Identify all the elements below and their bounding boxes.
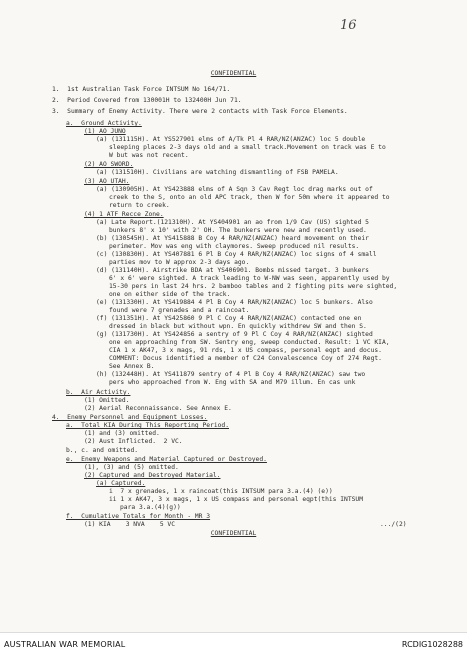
doc-line: 6' x 6' were sighted. A track leading to W-NW was seen, apparently used by xyxy=(109,275,390,282)
doc-line: 4. Enemy Personnel and Equipment Losses. xyxy=(52,414,208,421)
continuation-marker: .../(2) xyxy=(380,521,407,528)
doc-line: ii 1 x AK47, 3 x mags, 1 x US compass and personal eqpt(this INTSUM xyxy=(109,496,364,503)
doc-line: (a) (131510H). Civilians are watching dismantling of FSB PAMELA. xyxy=(96,169,339,176)
doc-line: perimeter. Mov was eng with claymores. Sweep produced nil results. xyxy=(109,243,360,250)
archive-name: AUSTRALIAN WAR MEMORIAL xyxy=(4,640,126,649)
doc-line: pers who approached from W. Eng with SA and M79 illum. En cas unk xyxy=(109,379,356,386)
doc-line: f. Cumulative Totals for Month - MR 3 xyxy=(66,513,211,520)
doc-line: dressed in black but without wpn. En quickly withdrew SW and then S. xyxy=(109,323,367,330)
doc-line: (2) AO SWORD. xyxy=(84,161,134,168)
doc-line: 15-30 pers in last 24 hrs. 2 bamboo tables and 2 fighting pits were sighted, xyxy=(109,283,398,290)
doc-line: return to creek. xyxy=(109,202,170,209)
doc-line: (1) AO JUNO xyxy=(84,128,126,135)
doc-line: (b) (130545H). At YS415888 B Coy 4 RAR/NZ(ANZAC) heard movement on their xyxy=(96,235,369,242)
doc-line: 2. Period Covered from 130001H to 132400H Jun 71. xyxy=(52,97,242,104)
doc-line: (d) (131140H). Airstrike BDA at YS406901. Bombs missed target. 3 bunkers xyxy=(96,267,369,274)
doc-line: CIA 1 x AK47, 3 x mags, 91 rds, 1 x US compass, personal eqpt and docus. xyxy=(109,347,382,354)
doc-line: (1) KIA 3 NVA 5 VC xyxy=(84,521,175,528)
archive-footer-bar xyxy=(0,632,467,655)
doc-line: i 7 x grenades, 1 x raincoat(this INTSUM para 3.a.(4) (e)) xyxy=(109,488,333,495)
doc-line: para 3.a.(4)(g)) xyxy=(120,504,181,511)
doc-line: one on either side of the track. xyxy=(109,291,231,298)
doc-line: (4) 1 ATF Recce Zone. xyxy=(84,211,164,218)
classification-footer: CONFIDENTIAL xyxy=(210,530,257,537)
doc-line: (a) (131115H). At YS527901 elms of A/Tk Pl 4 RAR/NZ(ANZAC) loc 5 double xyxy=(96,136,366,143)
doc-line: 1. 1st Australian Task Force INTSUM No 164/71. xyxy=(52,86,231,93)
doc-line: (2) Aerial Reconnaissance. See Annex E. xyxy=(84,405,232,412)
doc-line: parties mov to W approx 2-3 days ago. xyxy=(109,259,250,266)
doc-line: (3) AO UTAH. xyxy=(84,178,130,185)
doc-line: (a) Late Report.(121310H). At YS404901 an ao from 1/9 Cav (US) sighted 5 xyxy=(96,219,369,226)
doc-line: bunkers 8' x 10' with 2' OH. The bunkers were new and recently used. xyxy=(109,227,367,234)
doc-line: creek to the S, onto an old APC track, then W for 50m where it appeared to xyxy=(109,194,390,201)
doc-line: See Annex B. xyxy=(109,363,155,370)
doc-line: b., c. and omitted. xyxy=(66,447,139,454)
doc-line: (h) (132448H). At YS411879 sentry of 4 Pl B Coy 4 RAR/NZ(ANZAC) saw two xyxy=(96,371,366,378)
doc-line: W but was not recent. xyxy=(109,152,189,159)
doc-line: a. Ground Activity. xyxy=(66,120,142,127)
doc-line: found were 7 grenades and a raincoat. xyxy=(109,307,250,314)
doc-line: (1) Omitted. xyxy=(84,397,130,404)
doc-line: (g) (131730H). At YS424856 a sentry of 9 Pl C Coy 4 RAR/NZ(ANZAC) sighted xyxy=(96,331,373,338)
doc-line: COMMENT: Docus identified a member of C24 Convalescence Coy of 274 Regt. xyxy=(109,355,382,362)
doc-line: (2) Aust Inflicted. 2 VC. xyxy=(84,438,183,445)
doc-line: one en approaching from SW. Sentry eng, sweep conducted. Result: 1 VC KIA, xyxy=(109,339,390,346)
doc-line: (e) (131330H). At YS419884 4 Pl B Coy 4 RAR/NZ(ANZAC) loc 5 bunkers. Also xyxy=(96,299,373,306)
doc-line: (a) (130905H). At YS423888 elms of A Sqn 3 Cav Regt loc drag marks out of xyxy=(96,186,373,193)
doc-line: b. Air Activity. xyxy=(66,389,131,396)
doc-line: sleeping places 2-3 days old and a small track.Movement on track was E to xyxy=(109,144,386,151)
archive-reference: RCDIG1028288 xyxy=(401,640,463,649)
handwritten-page-number: 16 xyxy=(340,18,357,33)
doc-line: (1) and (3) omitted. xyxy=(84,430,160,437)
doc-line: e. Enemy Weapons and Material Captured or Destroyed. xyxy=(66,456,267,463)
doc-line: (f) (131351H). At YS425860 9 Pl C Coy 4 RAR/NZ(ANZAC) contacted one en xyxy=(96,315,362,322)
doc-line: 3. Summary of Enemy Activity. There were 2 contacts with Task Force Elements. xyxy=(52,108,348,115)
doc-line: a. Total KIA During This Reporting Period. xyxy=(66,422,230,429)
doc-line: (c) (130830H). At YS407881 6 Pl B Coy 4 RAR/NZ(ANZAC) loc signs of 4 small xyxy=(96,251,377,258)
doc-line: (2) Captured and Destroyed Material. xyxy=(84,472,221,479)
classification-header: CONFIDENTIAL xyxy=(210,70,257,77)
doc-line: (a) Captured. xyxy=(96,480,146,487)
doc-line: (1), (3) and (5) omitted. xyxy=(84,464,179,471)
